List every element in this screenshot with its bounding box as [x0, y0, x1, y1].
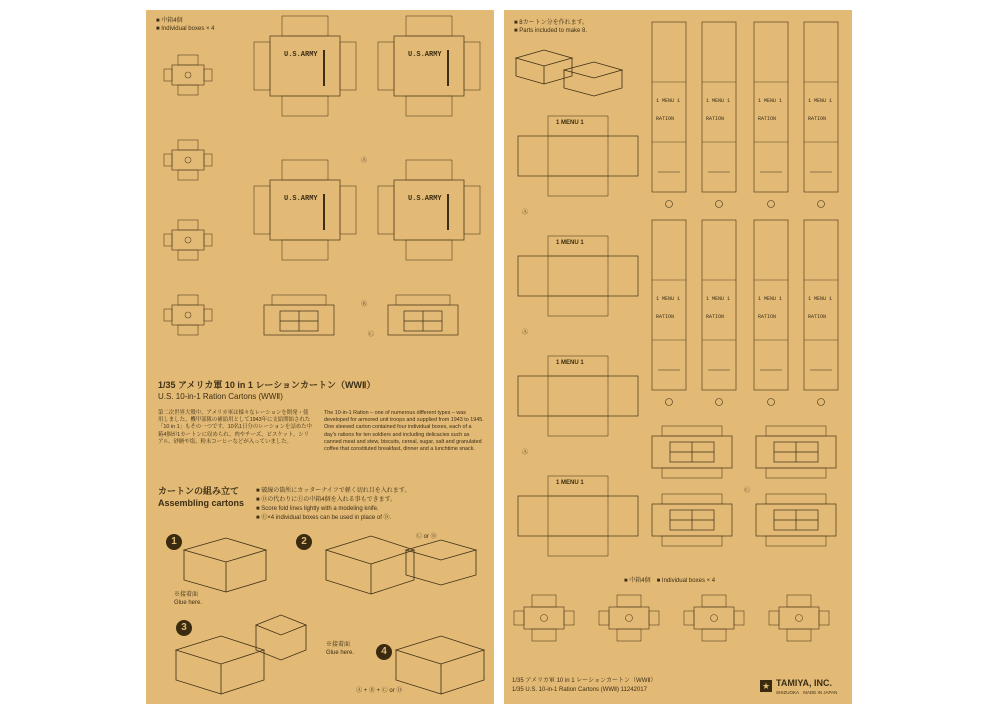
glue-label-jp-2: ※接着面 — [326, 642, 351, 648]
part-label-c: Ⓒ — [744, 488, 751, 494]
product-title-jp: 1/35 アメリカ軍 10 in 1 レーションカートン（WWⅡ） — [158, 380, 376, 390]
right-parts-sheet — [504, 10, 852, 704]
part-label-a: Ⓐ — [361, 158, 368, 164]
tamiya-star-logo — [760, 680, 772, 692]
step-4-badge: 4 — [376, 644, 392, 660]
part-label-b: Ⓑ — [361, 302, 368, 308]
right-sheet-diagrams: 1 MENU 1 RATION — [504, 10, 852, 704]
left-instruction-sheet — [146, 10, 494, 704]
carton-menu-2: 1 MENU 1 — [556, 240, 584, 246]
description-en: The 10-in-1 Ration – one of numerous different types – was developed for armored unit troops and supplied from 1943 to 1945. One sleeved carton contained four individual boxes, each of a day's rations for ten soldiers and including delicacies such as canned meat and stew, biscuits, cereal, sugar, salt and granulated coffee that constituted breakfast, dinner and a lunchtime snack. — [324, 410, 484, 453]
individual-boxes-label-jp: ■ 中箱4個 — [156, 18, 183, 24]
glue-label-en: Glue here. — [174, 600, 203, 606]
brand-name: TAMIYA, INC. — [776, 678, 833, 688]
part-label-c: Ⓒ — [368, 332, 375, 338]
brand-subtitle: SHIZUOKA MADE IN JAPAN — [776, 690, 838, 695]
part-label-a-2: Ⓐ — [522, 330, 529, 336]
description-jp: 第二次世界大戦中、アメリカ軍は様々なレーションを開発・使用しました。機甲部隊の補給用として1943年に支給開始された「10 in 1」もその一つです。10名1日分のレーションを詰めた中箱4個が1カートンに収められ、肉やチーズ、ビスケット、シリアル、砂糖や塩、粉末コーヒーなどが入っていました。 — [158, 410, 312, 445]
note-2: ■ Ⓓの代わりにⒺの中箱4個を入れる事もできます。 — [256, 497, 397, 503]
carton-menu-1: 1 MENU 1 — [556, 120, 584, 126]
note-3: ■ Score fold lines lightly with a modeling knife. — [256, 506, 379, 512]
part-label-a: Ⓐ — [522, 210, 529, 216]
assembly-title-en: Assembling cartons — [158, 498, 245, 508]
step-3-badge: 3 — [176, 620, 192, 636]
footer-en: 1/35 U.S. 10-in-1 Ration Cartons (WWⅡ) 11242017 — [512, 687, 647, 693]
step-2-badge: 2 — [296, 534, 312, 550]
note-4: ■ Ⓔ×4 individual boxes can be used in place of Ⓓ. — [256, 515, 392, 521]
glue-label-en-2: Glue here. — [326, 650, 355, 656]
individual-boxes-label: ■ 中箱4個 ■ Individual boxes × 4 — [624, 578, 716, 584]
step-2-formula: Ⓒ or Ⓓ — [416, 534, 437, 540]
step-1-badge: 1 — [166, 534, 182, 550]
make-eight-label-jp: ■ 8カートン分を作れます。 — [514, 20, 589, 26]
step-4-formula: Ⓐ + Ⓑ + Ⓒ or Ⓓ — [356, 688, 403, 694]
carton-menu-3: 1 MENU 1 — [556, 360, 584, 366]
make-eight-label-en: ■ Parts included to make 8. — [514, 28, 587, 34]
assembly-title-jp: カートンの組み立て — [158, 486, 240, 496]
carton-menu-4: 1 MENU 1 — [556, 480, 584, 486]
star-icon: ★ — [761, 681, 771, 691]
glue-label-jp: ※接着面 — [174, 592, 199, 598]
product-title-en: U.S. 10-in-1 Ration Cartons (WWⅡ) — [158, 392, 283, 401]
note-1: ■ 破線の箇所にカッターナイフで軽く切れ目を入れます。 — [256, 488, 411, 494]
left-sheet-diagrams: U.S.ARMY — [146, 10, 494, 704]
part-label-a-3: Ⓐ — [522, 450, 529, 456]
individual-boxes-label-en: ■ Individual boxes × 4 — [156, 26, 215, 32]
footer-jp: 1/35 アメリカ軍 10 in 1 レーションカートン（WWⅡ） — [512, 678, 657, 684]
